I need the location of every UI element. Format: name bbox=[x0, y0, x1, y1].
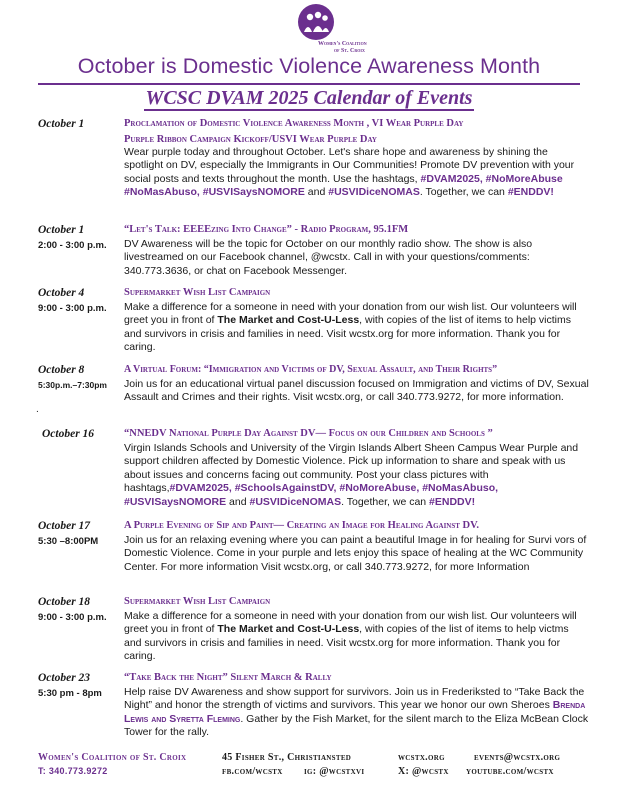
event-title: “Let's Talk: EEEEzing Into Change” - Radio Program, 95.1FM bbox=[124, 224, 409, 235]
event-description bbox=[124, 442, 589, 509]
event-title: A Virtual Forum: “Immigration and Victims of DV, Sexual Assault, and Their Rights” bbox=[124, 364, 498, 375]
event-date: October 4 bbox=[38, 287, 85, 299]
event-description-text: and bbox=[226, 495, 250, 508]
title-divider bbox=[38, 83, 580, 85]
event-hashtags: #DVAM2025, #SchoolsAgainstDV, #NoMoreAbuse, #NoMasAbuso, #USVISaysNOMORE bbox=[124, 482, 499, 508]
calendar-title bbox=[0, 87, 618, 110]
event-title: Proclamation of Domestic Violence Awareness Month , VI Wear Purple Day bbox=[124, 118, 464, 129]
event-description-text: Make a difference for a someone in need with your donation from our wish list. Our volunteers will greet you in front of bbox=[124, 301, 577, 327]
event-description-text: . Together, we can bbox=[419, 186, 508, 199]
event-description-text: Make a difference for a someone in need with your donation from our wish list. Our volunteers will greet you in front of bbox=[124, 610, 577, 636]
event-highlight: Brenda Lewis and Syretta Fleming bbox=[124, 699, 586, 725]
event-time: 9:00 - 3:00 p.m. bbox=[38, 612, 107, 623]
event-date: October 17 bbox=[38, 520, 91, 532]
event-description-text: . Gather by the Fish Market, for the silent march to the Eliza McBean Clock Tower for the rally. bbox=[124, 712, 589, 739]
event-hashtag: #ENDDV! bbox=[507, 186, 554, 199]
event-highlight: The Market and Cost-U-Less bbox=[217, 623, 360, 636]
event-title: “NNEDV National Purple Day Against DV— Focus on our Children and Schools ” bbox=[124, 428, 493, 439]
event-date: October 1 bbox=[38, 224, 85, 236]
event-description-text: , with copies of the list of items to help victims and survivors in crisis and families in need. Visit wcstx.org for more information. Thank you for caring. bbox=[124, 314, 572, 354]
event-date: October 8 bbox=[38, 364, 85, 376]
event-hashtags: #DVAM2025, #NoMoreAbuse #NoMasAbuso, #USVISaysNOMORE bbox=[124, 172, 563, 199]
organization-logo bbox=[268, 2, 390, 54]
logo-text-line-1: Women's Coalition bbox=[318, 41, 367, 47]
event-description bbox=[124, 146, 589, 200]
event-date: October 16 bbox=[42, 428, 95, 440]
footer-x-link[interactable]: X: @wcstx bbox=[398, 766, 449, 777]
event-title: “Take Back the Night” Silent March & Rally bbox=[124, 672, 332, 683]
event-description-text: . Together, we can bbox=[341, 495, 430, 508]
event-hashtag: #USVIDiceNOMAS bbox=[328, 186, 420, 199]
event-description-text: , with copies of the list of items to help victms and survivors in crisis and families in need. Visit wcstx.org for more information. Thank you for caring. bbox=[124, 623, 569, 663]
event-description bbox=[124, 610, 589, 664]
event-description bbox=[124, 301, 589, 355]
event-description bbox=[124, 686, 589, 740]
footer-org-name: Women's Coalition of St. Croix bbox=[38, 752, 187, 763]
event-description: Join us for an relaxing evening where you can paint a beautiful Image in for healing for Survi vors of Domestic Violence. Come in your purple and lets enjoy this space of healing at the WC Community Center. For more information Visit wcstx.org, or call 340.773.9272, for more Information bbox=[124, 534, 587, 573]
event-hashtag: #USVIDiceNOMAS bbox=[249, 495, 342, 508]
event-title: A Purple Evening of Sip and Paint— Creating an Image for Healing Against DV. bbox=[124, 520, 479, 531]
footer-youtube-link[interactable]: youtube.com/wcstx bbox=[466, 766, 554, 777]
event-date: October 18 bbox=[38, 596, 91, 608]
event-time: 9:00 - 3:00 p.m. bbox=[38, 303, 107, 314]
event-description: Join us for an educational virtual panel discussion focused on Immigration and victims of DV, Sexual Assault and Crimes and their rights. Visit wcstx.org, or call 340.773.9272, for more information. bbox=[124, 378, 589, 404]
event-title: Supermarket Wish List Campaign bbox=[124, 596, 271, 607]
event-time: 5:30p.m.–7:30pm bbox=[38, 380, 107, 390]
footer-website-link[interactable]: wcstx.org bbox=[398, 752, 445, 763]
event-description-text: Help raise DV Awareness and show support for survivors. Join us in Frederiksted to “Take Back the Night” and honor the strength of victims and survivors. This year we honor our own Sheroes bbox=[124, 686, 585, 712]
event-description: DV Awareness will be the topic for October on our monthly radio show. The show is also livestreamed on our Facebook channel, @wcstx. Call in with your questions/comments: 340.773.3636, or chat on Facebook Messenger. bbox=[124, 238, 533, 277]
logo-text-line-2: of St. Croix bbox=[334, 48, 365, 54]
page-title: October is Domestic Violence Awareness Month bbox=[77, 54, 541, 78]
event-hashtag: #ENDDV! bbox=[429, 495, 476, 508]
event-highlight: The Market and Cost-U-Less bbox=[217, 314, 360, 327]
footer-email-link[interactable]: events@wcstx.org bbox=[474, 752, 561, 763]
event-date: October 23 bbox=[38, 672, 91, 684]
event-time: 5:30 pm - 8pm bbox=[38, 688, 102, 699]
event-description-text: Virgin Islands Schools and University of the Virgin Islands Albert Sheen Campus Wear Purple and support children affected by Domestic Violence. Pick up information to share and speak with us about issues and concerns facing out community. Post your class pictures with hashtags, bbox=[124, 442, 579, 495]
event-time: 5:30 –8:00PM bbox=[38, 536, 99, 547]
footer-facebook-link[interactable]: fb.com/wcstx bbox=[222, 766, 283, 777]
page-footer bbox=[0, 748, 618, 788]
calendar-title-text: WCSC DVAM 2025 Calendar of Events bbox=[145, 87, 473, 109]
footer-instagram-link[interactable]: ig: @wcstxvi bbox=[304, 766, 365, 777]
separator-dot: . bbox=[36, 404, 39, 415]
event-description-text: Wear purple today and throughout October. Let's share hope and awareness by shining the spotlight on DV, especially the Immigrants in Our Communities! Promote DV prevention with your social posts and texts throughout the month. Use the hashtags, bbox=[124, 146, 575, 185]
event-time: 2:00 - 3:00 p.m. bbox=[38, 240, 107, 251]
event-subtitle: Purple Ribbon Campaign Kickoff/USVI Wear Purple Day bbox=[124, 134, 377, 145]
event-description-text: and bbox=[304, 186, 329, 199]
event-date: October 1 bbox=[38, 118, 85, 130]
event-title: Supermarket Wish List Campaign bbox=[124, 287, 271, 298]
footer-address: 45 Fisher St., Christiansted bbox=[222, 752, 352, 763]
footer-phone: T: 340.773.9272 bbox=[38, 766, 108, 776]
